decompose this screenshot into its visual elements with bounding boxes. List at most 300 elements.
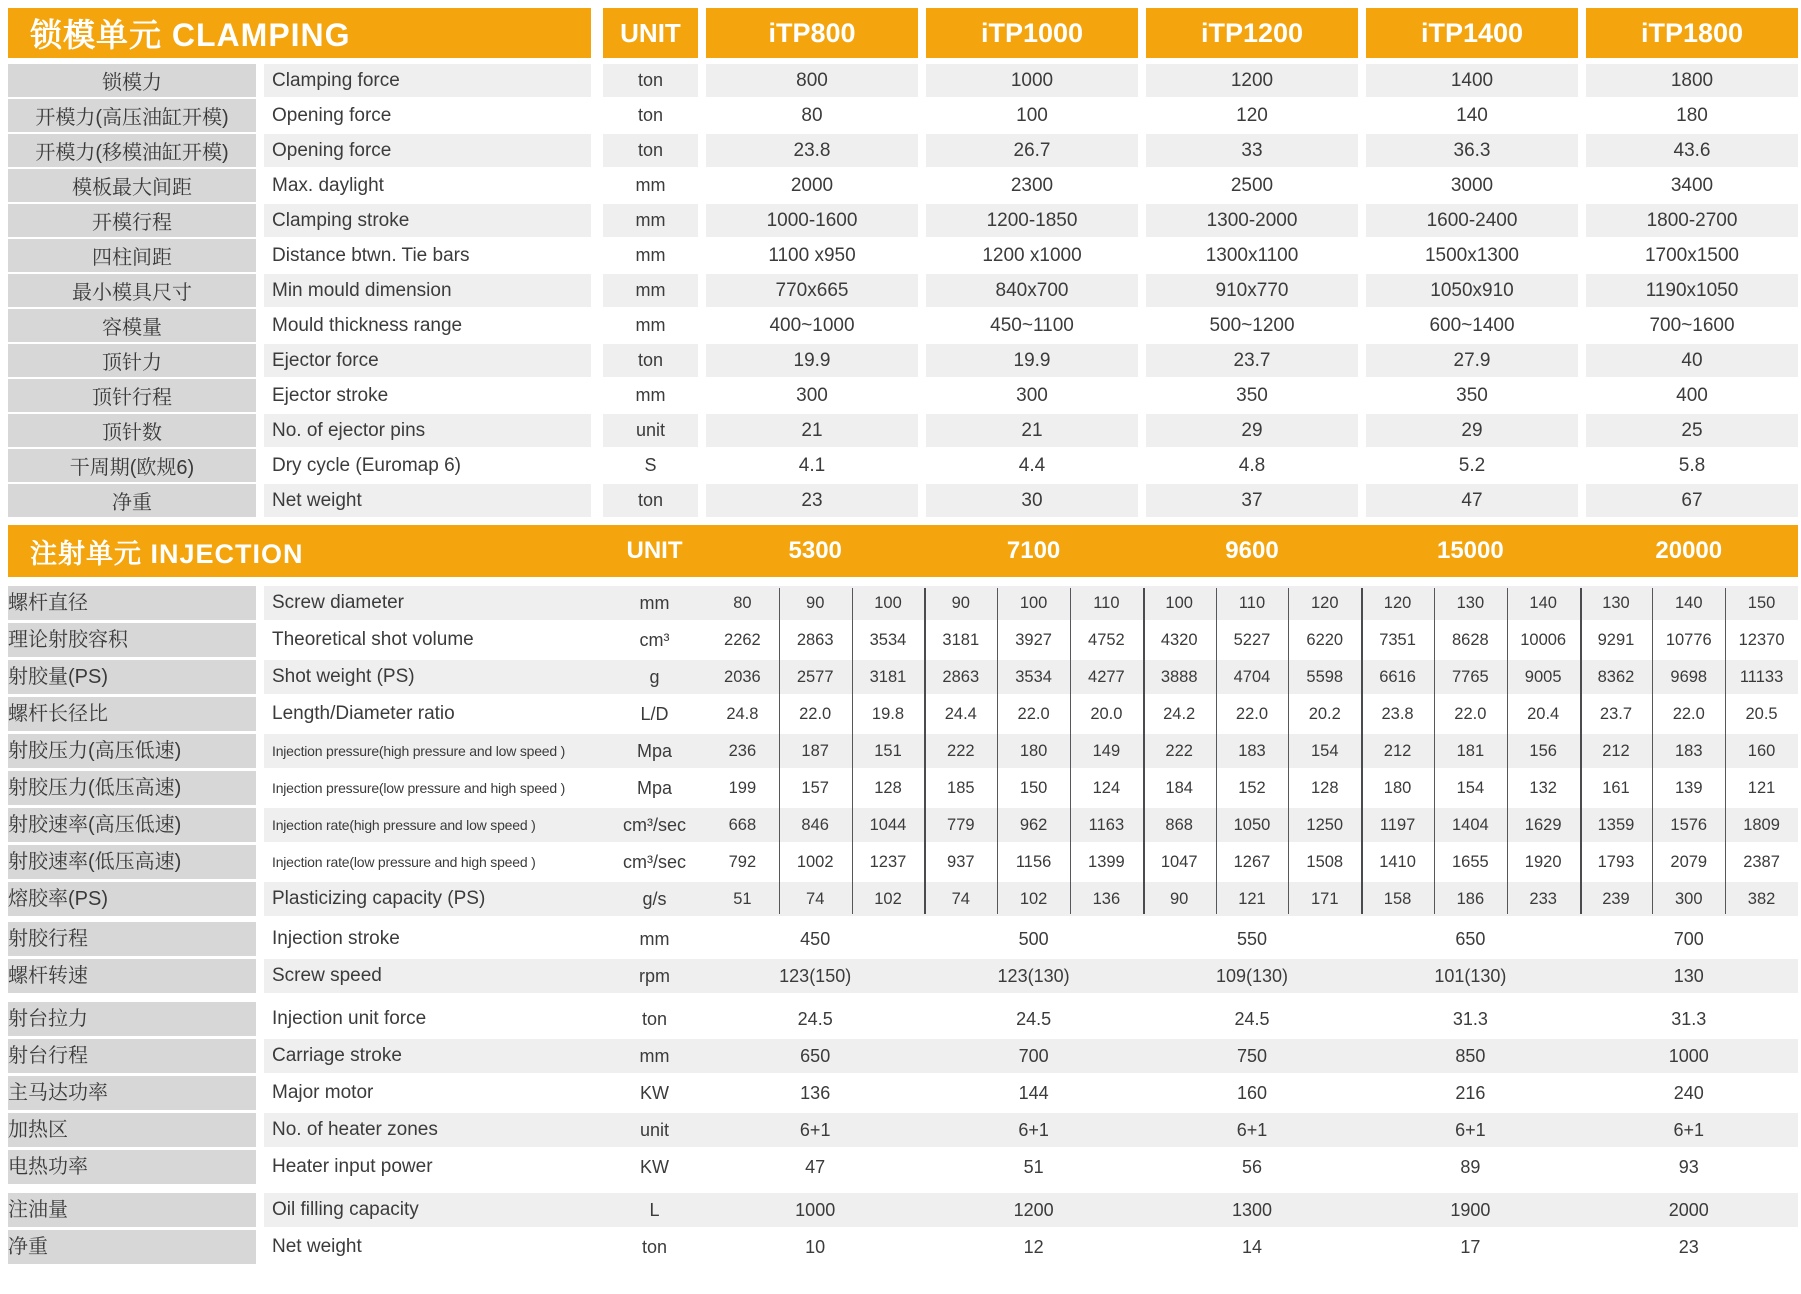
spec-value: 23.8: [1381, 704, 1414, 723]
spec-value: 93: [1678, 1156, 1699, 1177]
spec-value: 136: [1092, 889, 1121, 908]
spec-value: 23.7: [1146, 344, 1358, 377]
spec-values: [706, 1002, 1798, 1036]
spec-row: [8, 99, 1801, 132]
spec-value: 4320: [1160, 630, 1198, 649]
spec-value: 3181: [942, 630, 980, 649]
injection-span-rows: [8, 922, 1801, 1264]
spec-value: 180: [1586, 99, 1798, 132]
spec-row-band: [264, 808, 1798, 842]
spec-value: 24.8: [726, 704, 759, 723]
spec-row: [8, 449, 1801, 482]
spec-value: 130: [1673, 965, 1704, 986]
spec-row: [8, 845, 1801, 879]
spec-value: 47: [1366, 484, 1578, 517]
spec-value: 24.5: [1016, 1008, 1052, 1029]
model-column-header-itp800: iTP800: [706, 8, 918, 58]
spec-value: 1000-1600: [706, 204, 918, 237]
spec-label-cn: 锁模力: [8, 64, 256, 97]
spec-value: 160: [1747, 741, 1776, 760]
spec-label-cn: 顶针行程: [8, 379, 256, 412]
spec-values: [706, 623, 1798, 657]
spec-value: 1400: [1366, 64, 1578, 97]
spec-unit: Mpa: [636, 777, 672, 798]
spec-value: 128: [874, 778, 902, 797]
spec-value: 846: [801, 815, 829, 834]
spec-value: 450~1100: [926, 309, 1138, 342]
spec-row: [8, 660, 1801, 694]
spec-values: [706, 845, 1798, 879]
clamping-rows: [8, 64, 1801, 517]
spec-value: 90: [1170, 889, 1189, 908]
spec-label-cn: 射胶压力(高压低速): [8, 734, 256, 768]
spec-value: 120: [1311, 593, 1339, 612]
spec-unit: ton: [603, 484, 698, 517]
subcolumn-divider: [1143, 588, 1145, 914]
spec-values: [706, 1230, 1798, 1264]
spec-value: 1200-1850: [926, 204, 1138, 237]
spec-value: 150: [1747, 593, 1776, 612]
spec-unit: cm³: [639, 629, 670, 650]
spec-value: 12370: [1738, 630, 1785, 649]
spec-value: 1000: [926, 64, 1138, 97]
spec-unit: mm: [639, 1045, 670, 1066]
spec-value: 2300: [926, 169, 1138, 202]
spec-value: 144: [1018, 1082, 1049, 1103]
clamping-section-header: [8, 8, 1801, 58]
spec-value: 1629: [1524, 815, 1562, 834]
spec-value: 222: [1165, 741, 1193, 760]
spec-unit: mm: [603, 379, 698, 412]
spec-row-band: [264, 771, 1798, 805]
spec-value: 56: [1241, 1156, 1262, 1177]
spec-value: 140: [1529, 593, 1557, 612]
spec-label-en: Oil filling capacity: [272, 1199, 419, 1220]
spec-unit: mm: [603, 274, 698, 307]
spec-value: 121: [1747, 778, 1776, 797]
spec-value: 400: [1586, 379, 1798, 412]
spec-value: 151: [874, 741, 902, 760]
spec-unit: mm: [639, 592, 670, 613]
spec-label-en: Screw diameter: [272, 592, 404, 613]
subcolumn-divider: [1652, 588, 1653, 914]
spec-value: 1200: [1146, 64, 1358, 97]
spec-value: 2036: [724, 667, 761, 686]
spec-row-band: [264, 922, 1798, 956]
spec-value: 22.0: [799, 704, 832, 723]
spec-value: 19.9: [706, 344, 918, 377]
spec-value: 180: [1019, 741, 1048, 760]
spec-value: 101(130): [1434, 965, 1507, 986]
spec-row: [8, 808, 1801, 842]
spec-row-band: [264, 959, 1798, 993]
injection-unit-header-9600: 9600: [1225, 537, 1279, 564]
spec-value: 840x700: [926, 274, 1138, 307]
spec-label-en: Distance btwn. Tie bars: [264, 239, 591, 272]
spec-value: 240: [1673, 1082, 1704, 1103]
spec-value: 183: [1674, 741, 1703, 760]
spec-value: 2863: [796, 630, 834, 649]
spec-label-en: Injection pressure(low pressure and high speed ): [272, 780, 566, 796]
spec-label-en: Dry cycle (Euromap 6): [264, 449, 591, 482]
spec-value: 236: [728, 741, 757, 760]
spec-unit: ton: [603, 134, 698, 167]
model-column-header-itp1400: iTP1400: [1366, 8, 1578, 58]
spec-value: 1300: [1231, 1199, 1272, 1220]
spec-value: 4704: [1233, 667, 1271, 686]
spec-unit: cm³/sec: [623, 851, 686, 872]
spec-label-cn: 射胶行程: [8, 922, 256, 956]
spec-value: 1156: [1015, 852, 1052, 871]
spec-value: 7765: [1452, 667, 1489, 686]
spec-unit: mm: [603, 239, 698, 272]
spec-row: [8, 169, 1801, 202]
spec-value: 22.0: [1454, 704, 1487, 723]
spec-value: 12: [1023, 1236, 1044, 1257]
spec-label-cn: 容模量: [8, 309, 256, 342]
spec-label-cn: 射胶量(PS): [8, 660, 256, 694]
spec-value: 102: [1019, 889, 1048, 908]
spec-value: 21: [926, 414, 1138, 447]
spec-value: 2577: [796, 667, 834, 686]
spec-label-en: Injection rate(low pressure and high speed ): [272, 854, 536, 870]
spec-value: 6+1: [1018, 1119, 1049, 1140]
spec-value: 1410: [1379, 852, 1416, 871]
spec-value: 154: [1456, 778, 1485, 797]
spec-value: 8628: [1452, 630, 1489, 649]
spec-row-band: [264, 734, 1798, 768]
spec-label-cn: 熔胶率(PS): [8, 882, 256, 916]
spec-value: 24.5: [1234, 1008, 1270, 1029]
spec-value: 157: [801, 778, 829, 797]
spec-row: [8, 771, 1801, 805]
spec-values: [706, 1193, 1798, 1227]
spec-value: 10: [805, 1236, 826, 1257]
spec-value: 20.5: [1745, 704, 1778, 723]
spec-row: [8, 734, 1801, 768]
spec-values: [706, 1113, 1798, 1147]
spec-value: 400~1000: [706, 309, 918, 342]
spec-value: 700: [1673, 928, 1704, 949]
spec-label-cn: 螺杆直径: [8, 586, 256, 620]
spec-value: 800: [706, 64, 918, 97]
spec-value: 17: [1460, 1236, 1481, 1257]
clamping-title: 锁模单元 CLAMPING: [8, 8, 591, 58]
spec-value: 184: [1165, 778, 1193, 797]
spec-label-en: Heater input power: [272, 1156, 433, 1177]
spec-value: 24.4: [944, 704, 977, 723]
spec-label-en: Injection unit force: [272, 1008, 427, 1029]
spec-label-en: Theoretical shot volume: [272, 629, 474, 650]
spec-value: 1900: [1450, 1199, 1491, 1220]
spec-value: 110: [1238, 593, 1266, 612]
spec-label-cn: 注油量: [8, 1193, 256, 1227]
spec-values: [706, 1150, 1798, 1184]
spec-values: [706, 1039, 1798, 1073]
spec-value: 1300-2000: [1146, 204, 1358, 237]
spec-unit: unit: [603, 414, 698, 447]
spec-value: 1809: [1743, 815, 1780, 834]
spec-value: 24.5: [797, 1008, 833, 1029]
spec-label-cn: 净重: [8, 484, 256, 517]
spec-value: 1163: [1088, 815, 1125, 834]
spec-value: 120: [1146, 99, 1358, 132]
spec-unit: mm: [639, 928, 670, 949]
spec-value: 650: [1455, 928, 1486, 949]
spec-value: 222: [947, 741, 975, 760]
spec-value: 3888: [1160, 667, 1198, 686]
spec-label-cn: 射台拉力: [8, 1002, 256, 1036]
spec-value: 1700x1500: [1586, 239, 1798, 272]
spec-row: [8, 414, 1801, 447]
spec-value: 216: [1455, 1082, 1486, 1103]
spec-values: [706, 1076, 1798, 1110]
spec-value: 185: [947, 778, 975, 797]
spec-value: 160: [1236, 1082, 1267, 1103]
spec-value: 80: [733, 593, 752, 612]
subcolumn-divider: [924, 588, 926, 914]
spec-value: 1300x1100: [1146, 239, 1358, 272]
spec-value: 6616: [1379, 667, 1416, 686]
spec-value: 120: [1383, 593, 1412, 612]
spec-value: 2000: [706, 169, 918, 202]
spec-row-band: [264, 1002, 1798, 1036]
spec-value: 23.8: [706, 134, 918, 167]
spec-value: 2863: [942, 667, 980, 686]
spec-value: 779: [947, 815, 975, 834]
spec-value: 22.0: [1235, 704, 1269, 723]
spec-value: 500: [1018, 928, 1049, 949]
spec-value: 102: [874, 889, 902, 908]
spec-values: [706, 697, 1798, 731]
spec-unit: g/s: [642, 888, 667, 909]
spec-value: 51: [733, 889, 752, 908]
spec-label-en: Screw speed: [272, 965, 382, 986]
spec-value: 31.3: [1671, 1008, 1707, 1029]
spec-label-en: Carriage stroke: [272, 1045, 402, 1066]
spec-value: 5227: [1233, 630, 1271, 649]
spec-value: 962: [1019, 815, 1048, 834]
spec-value: 90: [951, 593, 970, 612]
spec-values: [706, 771, 1798, 805]
spec-unit: S: [603, 449, 698, 482]
spec-label-en: Min mould dimension: [264, 274, 591, 307]
spec-value: 1197: [1379, 815, 1416, 834]
spec-row: [8, 379, 1801, 412]
spec-label-cn: 射台行程: [8, 1039, 256, 1073]
spec-row-band: [264, 586, 1798, 620]
spec-unit: L: [649, 1199, 660, 1220]
spec-value: 3534: [1015, 667, 1052, 686]
spec-value: 24.2: [1163, 704, 1196, 723]
spec-value: 792: [728, 852, 757, 871]
spec-row-band: [264, 1150, 1798, 1184]
spec-value: 6+1: [1236, 1119, 1268, 1140]
spec-value: 90: [806, 593, 825, 612]
spec-value: 139: [1674, 778, 1703, 797]
spec-label-en: Net weight: [264, 484, 591, 517]
spec-value: 36.3: [1366, 134, 1578, 167]
spec-value: 156: [1529, 741, 1557, 760]
spec-value: 1793: [1597, 852, 1635, 871]
spec-row-band: [264, 660, 1798, 694]
spec-value: 10006: [1520, 630, 1567, 649]
injection-unit-column-header: UNIT: [626, 537, 683, 564]
spec-value: 5.8: [1586, 449, 1798, 482]
spec-value: 109(130): [1215, 965, 1288, 986]
spec-label-en: Length/Diameter ratio: [272, 703, 455, 724]
spec-label-cn: 主马达功率: [8, 1076, 256, 1110]
spec-label-cn: 螺杆长径比: [8, 697, 256, 731]
spec-label-en: Opening force: [264, 99, 591, 132]
spec-value: 1800: [1586, 64, 1798, 97]
spec-value: 19.8: [871, 704, 905, 723]
spec-value: 20.4: [1527, 704, 1560, 723]
spec-value: 25: [1586, 414, 1798, 447]
spec-value: 140: [1674, 593, 1703, 612]
spec-unit: Mpa: [636, 740, 672, 761]
spec-value: 37: [1146, 484, 1358, 517]
spec-values: [706, 586, 1798, 620]
spec-value: 110: [1093, 593, 1120, 612]
injection-unit-header-15000: 15000: [1436, 537, 1504, 564]
subcolumn-divider: [1216, 588, 1217, 914]
spec-value: 8362: [1597, 667, 1635, 686]
spec-value: 40: [1586, 344, 1798, 377]
spec-value: 1920: [1524, 852, 1562, 871]
spec-value: 121: [1238, 889, 1266, 908]
spec-label-cn: 净重: [8, 1230, 256, 1264]
spec-unit: L/D: [640, 703, 669, 724]
spec-value: 1000: [1668, 1045, 1709, 1066]
spec-value: 1500x1300: [1366, 239, 1578, 272]
spec-unit: mm: [603, 204, 698, 237]
spec-row: [8, 204, 1801, 237]
spec-value: 100: [1019, 593, 1048, 612]
spec-value: 29: [1146, 414, 1358, 447]
spec-value: 1100 x950: [706, 239, 918, 272]
spec-label-cn: 最小模具尺寸: [8, 274, 256, 307]
spec-value: 700: [1018, 1045, 1049, 1066]
spec-value: 3181: [869, 667, 907, 686]
spec-label-cn: 理论射胶容积: [8, 623, 256, 657]
spec-value: 22.0: [1017, 704, 1050, 723]
model-column-header-itp1800: iTP1800: [1586, 8, 1798, 58]
spec-row: [8, 1193, 1801, 1227]
spec-value: 2387: [1743, 852, 1780, 871]
spec-unit: ton: [641, 1236, 668, 1257]
spec-label-en: Ejector stroke: [264, 379, 591, 412]
spec-value: 770x665: [706, 274, 918, 307]
spec-row: [8, 586, 1801, 620]
spec-unit: unit: [639, 1119, 670, 1140]
spec-value: 187: [801, 741, 829, 760]
spec-value: 158: [1383, 889, 1412, 908]
spec-label-cn: 电热功率: [8, 1150, 256, 1184]
spec-values: [706, 882, 1798, 916]
spec-value: 700~1600: [1586, 309, 1798, 342]
spec-value: 5598: [1306, 667, 1344, 686]
spec-value: 23: [1678, 1236, 1699, 1257]
subcolumn-divider: [1434, 588, 1435, 914]
spec-value: 154: [1311, 741, 1339, 760]
spec-row: [8, 1076, 1801, 1110]
spec-unit: KW: [640, 1082, 669, 1103]
spec-value: 382: [1747, 889, 1776, 908]
spec-value: 300: [1674, 889, 1703, 908]
spec-value: 868: [1165, 815, 1193, 834]
injection-unit-header-20000: 20000: [1655, 537, 1723, 564]
spec-value: 1050x910: [1366, 274, 1578, 307]
spec-value: 149: [1092, 741, 1121, 760]
spec-value: 74: [951, 889, 970, 908]
spec-value: 130: [1456, 593, 1485, 612]
spec-row-band: [264, 1230, 1798, 1264]
spec-value: 14: [1241, 1236, 1262, 1257]
spec-value: 850: [1455, 1045, 1486, 1066]
spec-row: [8, 882, 1801, 916]
spec-value: 2079: [1670, 852, 1708, 871]
spec-unit: mm: [603, 169, 698, 202]
spec-value: 1404: [1452, 815, 1489, 834]
spec-value: 1600-2400: [1366, 204, 1578, 237]
spec-value: 123(130): [997, 965, 1070, 986]
spec-value: 100: [874, 593, 902, 612]
injection-unit-header-7100: 7100: [1006, 537, 1061, 564]
spec-value: 1508: [1306, 852, 1344, 871]
spec-label-cn: 开模力(移模油缸开模): [8, 134, 256, 167]
spec-row: [8, 1113, 1801, 1147]
spec-value: 3000: [1366, 169, 1578, 202]
spec-row: [8, 134, 1801, 167]
spec-value: 181: [1456, 741, 1485, 760]
spec-unit: ton: [603, 344, 698, 377]
spec-label-en: Net weight: [272, 1236, 362, 1257]
spec-value: 1267: [1233, 852, 1271, 871]
spec-row: [8, 959, 1801, 993]
model-column-header-itp1200: iTP1200: [1146, 8, 1358, 58]
spec-value: 43.6: [1586, 134, 1798, 167]
spec-value: 1359: [1597, 815, 1635, 834]
spec-row: [8, 1002, 1801, 1036]
spec-value: 4.1: [706, 449, 918, 482]
spec-label-cn: 射胶压力(低压高速): [8, 771, 256, 805]
spec-row: [8, 1150, 1801, 1184]
spec-row: [8, 1039, 1801, 1073]
spec-value: 500~1200: [1146, 309, 1358, 342]
spec-label-cn: 开模力(高压油缸开模): [8, 99, 256, 132]
spec-value: 171: [1311, 889, 1339, 908]
spec-value: 124: [1092, 778, 1121, 797]
spec-value: 3400: [1586, 169, 1798, 202]
spec-value: 1190x1050: [1586, 274, 1798, 307]
spec-values: [706, 734, 1798, 768]
model-column-header-itp1000: iTP1000: [926, 8, 1138, 58]
spec-row: [8, 309, 1801, 342]
spec-value: 21: [706, 414, 918, 447]
spec-values: [706, 959, 1798, 993]
spec-value: 4752: [1088, 630, 1125, 649]
subcolumn-divider: [997, 588, 998, 914]
spec-label-en: Clamping stroke: [264, 204, 591, 237]
spec-value: 26.7: [926, 134, 1138, 167]
spec-label-en: Major motor: [272, 1082, 374, 1103]
spec-value: 9698: [1670, 667, 1708, 686]
spec-row: [8, 344, 1801, 377]
injection-subcolumn-rows: [8, 586, 1801, 916]
spec-label-en: Mould thickness range: [264, 309, 591, 342]
spec-label-en: Shot weight (PS): [272, 666, 415, 687]
